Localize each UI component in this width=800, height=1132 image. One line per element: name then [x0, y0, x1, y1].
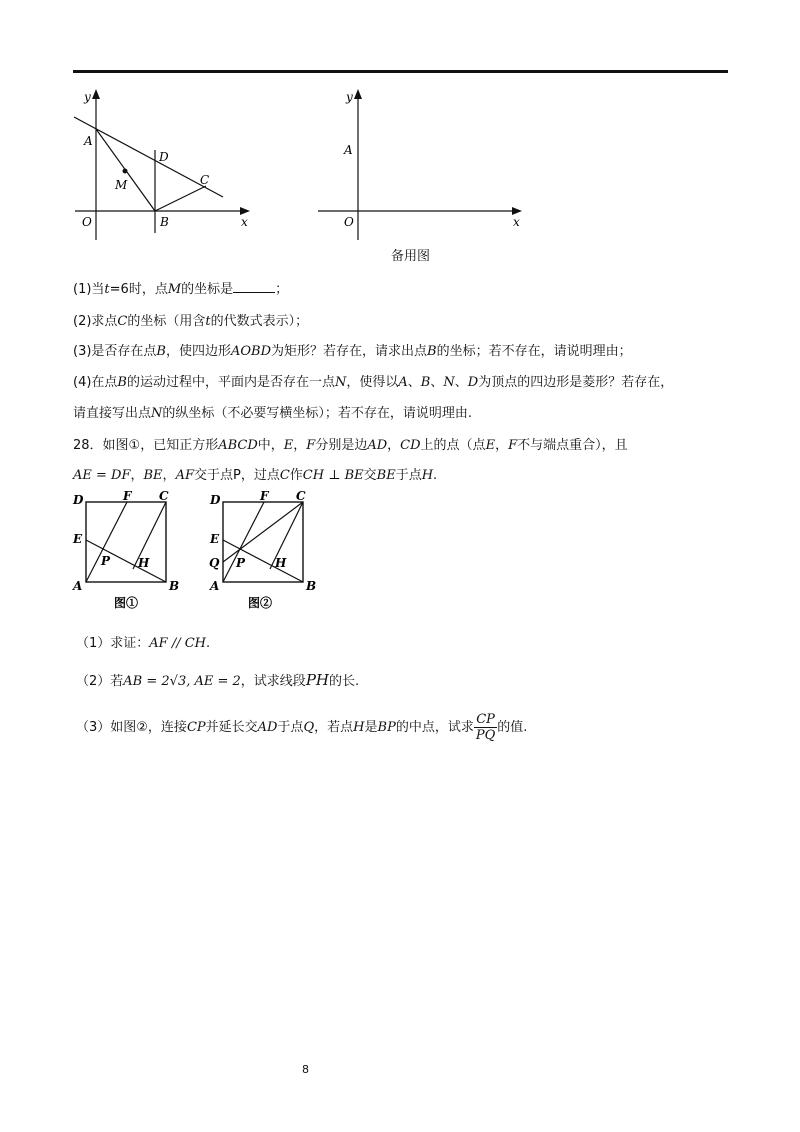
problem-28-part-3: （3）如图②，连接CP并延长交AD于点Q，若点H是BP的中点，试求 $\frac{CP}{PQ}$ 的值. [76, 712, 528, 743]
question-4-line2: 请直接写出点N的纵坐标（不必要写横坐标）；若不存在，请说明理由. [73, 406, 473, 421]
coordinate-figure [60, 85, 260, 245]
point-c-label: C [200, 173, 210, 187]
answer-blank [233, 280, 275, 293]
problem-28-part-1: （1）求证：AF // CH. [76, 636, 211, 651]
question-2: (2)求点C的坐标（用含t的代数式表示）； [73, 314, 309, 329]
fig2-caption: 图② [248, 596, 273, 610]
x-axis-label: x [241, 215, 248, 229]
cp-over-pq-fraction: $\frac{CP}{PQ}$ [475, 712, 496, 743]
fig2-label-c: C [296, 489, 306, 503]
point-m-label: M [115, 178, 128, 192]
spare-y-label: y [346, 90, 353, 104]
square-figure-1 [66, 488, 186, 610]
fig1-label-p: P [101, 554, 111, 568]
header-rule [73, 70, 728, 73]
fig2-label-a: A [210, 579, 220, 593]
problem-28-intro: 28．如图①，已知正方形ABCD中，E，F分别是边AD，CD上的点（点E，F不与端点重合），且 [73, 438, 628, 453]
fig2-label-f: F [260, 489, 269, 503]
fig2-label-b: B [306, 579, 317, 593]
point-a-label: A [84, 134, 93, 148]
fig1-label-f: F [123, 489, 132, 503]
fig2-label-h: H [275, 556, 287, 570]
fig1-label-c: C [159, 489, 169, 503]
question-4-line1: (4)在点B的运动过程中，平面内是否存在一点N，使得以A、B、N、D为顶点的四边形是菱形？若存在， [73, 375, 674, 390]
origin-label: O [82, 215, 92, 229]
question-1: (1)当t=6时，点M的坐标是 ； [73, 282, 289, 297]
page-number: 8 [302, 1063, 309, 1076]
point-d-label: D [159, 150, 169, 164]
fig2-label-d: D [210, 493, 221, 507]
fig2-label-e: E [210, 532, 220, 546]
spare-figure [310, 85, 530, 245]
fig1-label-e: E [73, 532, 83, 546]
fig2-label-q: Q [209, 556, 220, 570]
problem-28-condition: AE = DF，BE，AF交于点P，过点C作CH ⊥ BE交BE于点H. [73, 468, 438, 483]
fig1-label-b: B [169, 579, 180, 593]
fig2-label-p: P [236, 556, 246, 570]
spare-caption: 备用图 [391, 249, 431, 264]
fig1-label-a: A [73, 579, 83, 593]
problem-28-part-2: （2）若AB = 2√3, AE = 2，试求线段PH的长. [76, 671, 360, 689]
fig1-caption: 图① [114, 596, 139, 610]
point-b-label: B [160, 215, 169, 229]
spare-origin-label: O [344, 215, 354, 229]
square-figure-2 [203, 488, 328, 610]
fig1-label-h: H [138, 556, 150, 570]
question-3: (3)是否存在点B，使四边形AOBD为矩形？若存在，请求出点B的坐标；若不存在，请说明理由； [73, 344, 632, 359]
spare-x-label: x [513, 215, 520, 229]
spare-a-label: A [344, 143, 353, 157]
fig1-label-d: D [73, 493, 84, 507]
y-axis-label: y [84, 90, 91, 104]
